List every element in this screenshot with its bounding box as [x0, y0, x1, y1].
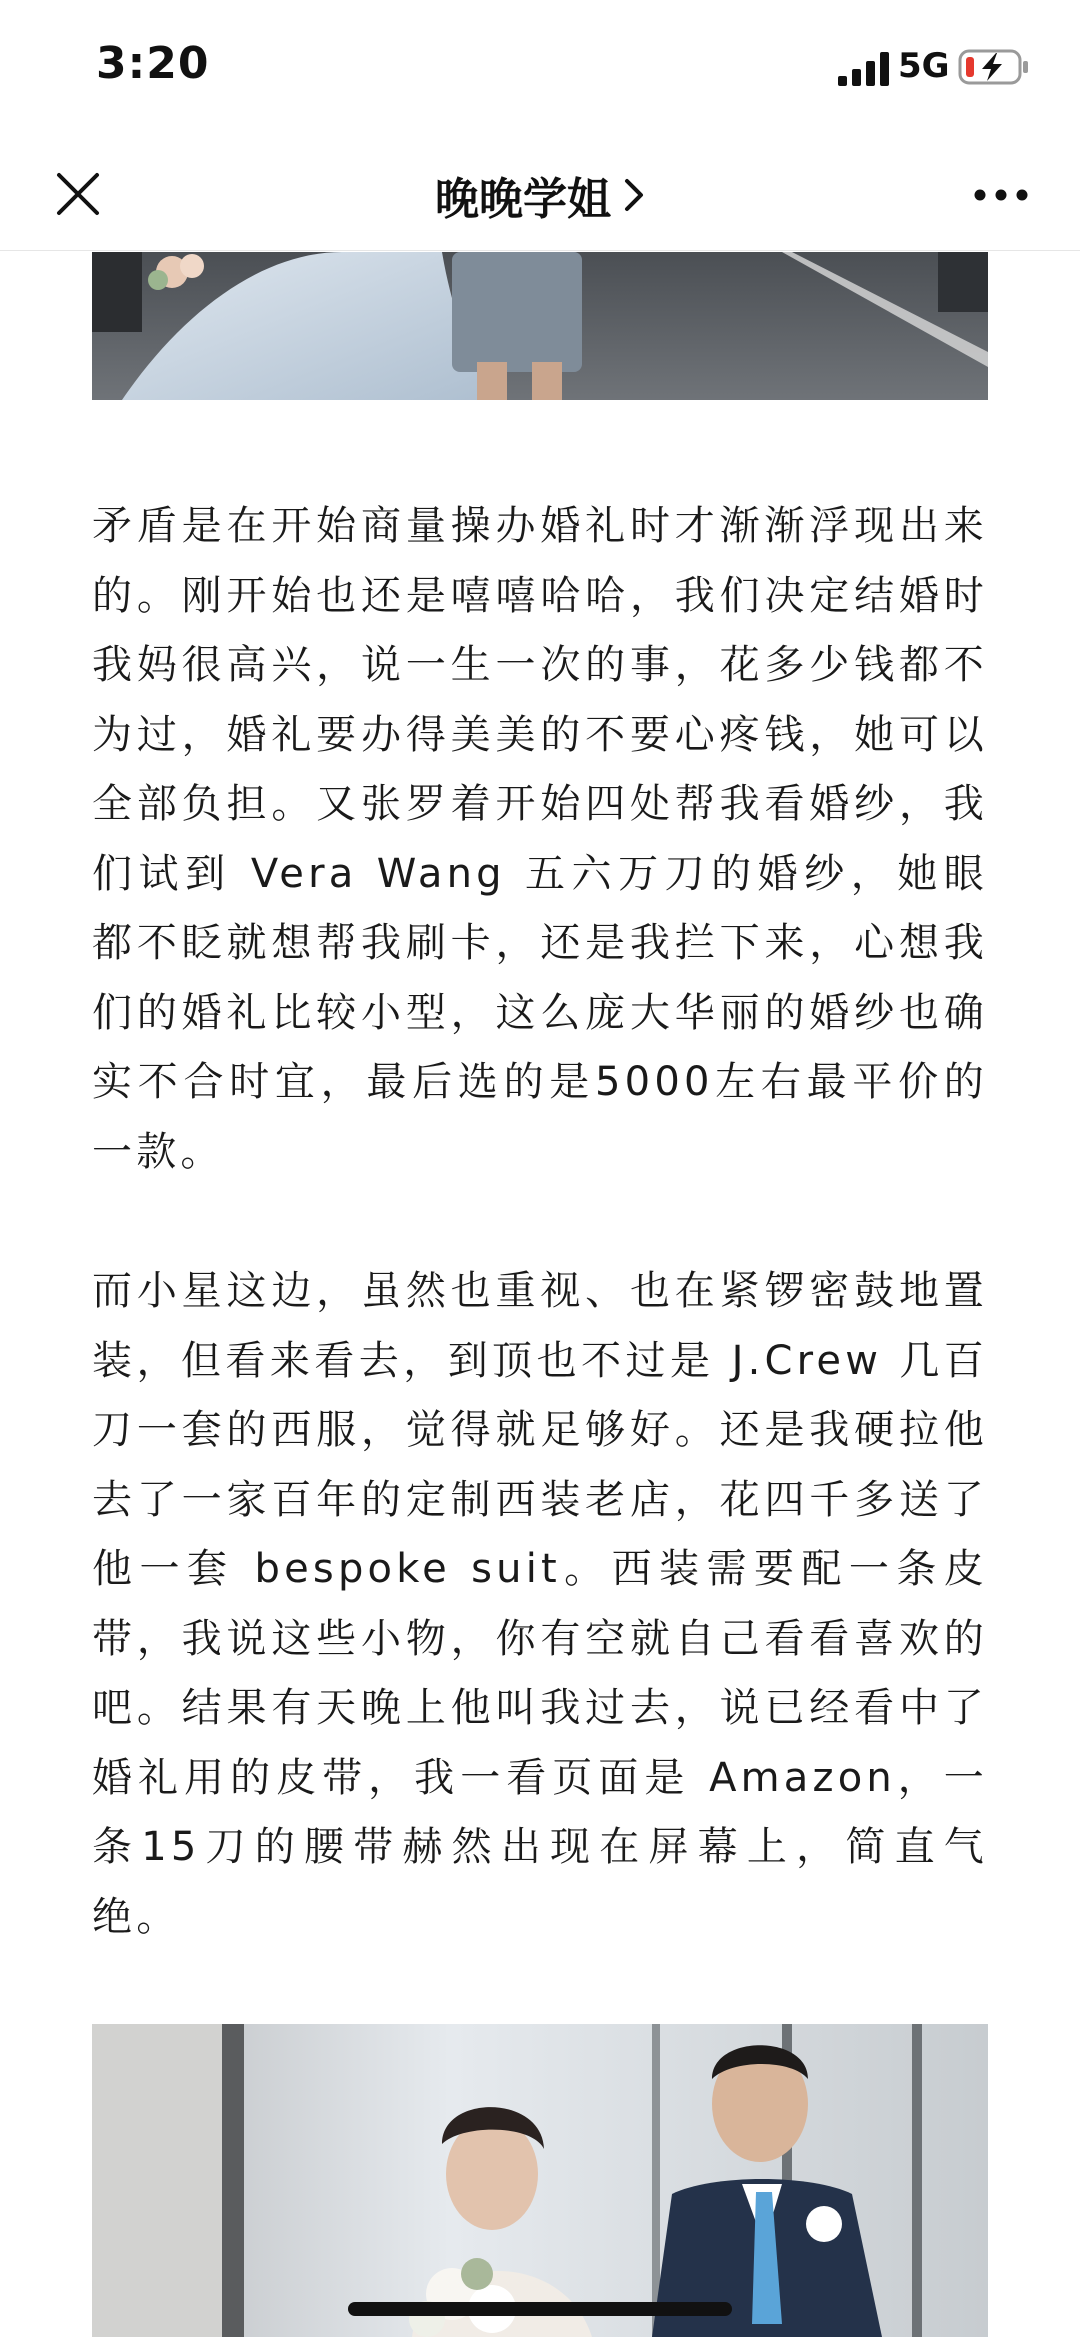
account-title-link[interactable]	[435, 163, 645, 227]
page-title: 晚晚学姐	[435, 174, 611, 225]
article-paragraph: 而小星这边，虽然也重视、也在紧锣密鼓地置装，但看来看去，到顶也不过是 J.Crew 几百刀一套的西服，觉得就足够好。还是我硬拉他去了一家百年的定制西装老店，花四千多送了他一套 bespoke suit。西装需要配一条皮带，我说这些小物，你有空就自己看看喜欢的吧。结果有天晚上他叫我过去，说已经看中了婚礼用的皮带，我一看页面是 Amazon，一条15刀的腰带赫然出现在屏幕上，简直气绝。	[92, 1268, 988, 1940]
network-label: 5G	[898, 46, 950, 86]
battery-charging-icon	[958, 48, 1030, 86]
more-button[interactable]	[966, 170, 1036, 220]
nav-title-area	[0, 140, 1080, 250]
home-indicator[interactable]	[348, 2302, 732, 2316]
close-button[interactable]	[46, 162, 110, 226]
nav-header	[0, 140, 1080, 251]
status-time: 3:20	[96, 38, 210, 89]
article-image-couple	[92, 2024, 988, 2337]
article-paragraph: 矛盾是在开始商量操办婚礼时才渐渐浮现出来的。刚开始也还是嘻嘻哈哈，我们决定结婚时我妈很高兴，说一生一次的事，花多少钱都不为过，婚礼要办得美美的不要心疼钱，她可以全部负担。又张罗着开始四处帮我看婚纱，我们试到 Vera Wang 五六万刀的婚纱，她眼都不眨就想帮我刷卡，还是我拦下来，心想我们的婚礼比较小型，这么庞大华丽的婚纱也确实不合时宜，最后选的是5000左右最平价的一款。	[92, 503, 988, 1175]
article-image-wedding-street	[92, 252, 988, 400]
close-icon	[56, 172, 100, 216]
more-icon	[973, 188, 1029, 202]
signal-icon	[838, 52, 890, 86]
status-bar	[0, 0, 1080, 140]
chevron-right-icon	[623, 177, 645, 213]
